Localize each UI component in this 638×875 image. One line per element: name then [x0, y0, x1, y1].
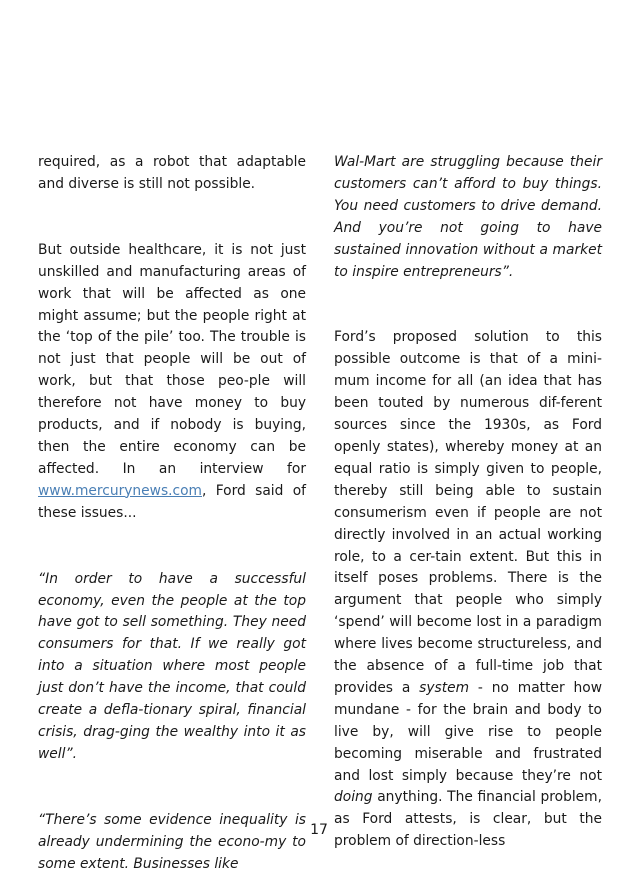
- paragraph-text-a: Ford’s proposed solution to this possible outcome is that of a mini-mum income for all (an idea that has been touted by numerous dif-ferent sources since the 1930s, as Ford openly states), whereby money at an equal ratio is simply given to people, thereby still being able to sustain consumerism even if people are not directly involved in an actual working role, to a cer-tain extent. But this in itself poses problems. There is the argument that people who simply ‘spend’ will become lost in a paradigm where lives become structureless, and the absence of a full-time job that provides a: [334, 329, 602, 696]
- emphasis-doing: doing: [334, 789, 373, 806]
- left-column: [38, 152, 306, 875]
- mercurynews-link[interactable]: www.mercurynews.com: [38, 482, 202, 499]
- paragraph-text-before-link: But outside healthcare, it is not just unskilled and manufacturing areas of work that will be affected as one might assume; but the people right at the ‘top of the pile’ too. The trouble is not just that people will be out of work, but that those peo-ple will therefore not have money to buy products, and if nobody is buying, then the entire economy can be affected. In an interview for: [38, 241, 306, 477]
- paragraph-text-after-link: , Ford said of these issues...: [38, 482, 306, 521]
- page-number: 17: [310, 822, 328, 838]
- paragraph-robot-limits: required, as a robot that adaptable and diverse is still not possible.: [38, 154, 306, 192]
- emphasis-system: system: [419, 679, 470, 696]
- paragraph-minimum-income: [334, 327, 602, 853]
- paragraph-text-e: anything. The financial problem, as Ford attests, is clear, but the problem of direction-less: [334, 789, 602, 850]
- quote-inequality-start: “There’s some evidence inequality is already undermining the econo-my to some extent. Businesses like: [38, 811, 306, 872]
- quote-successful-economy: “In order to have a successful economy, even the people at the top have got to sell something. They need consumers for that. If we really got into a situation where most people just don’t have the income, that could create a defla-tionary spiral, financial crisis, drag-ging the wealthy into it as well”.: [38, 570, 306, 762]
- quote-inequality-end: Wal-Mart are struggling because their customers can’t afford to buy things. You need customers to drive demand. And you’re not going to have sustained innovation without a market to inspire entrepreneurs”.: [334, 154, 602, 280]
- right-column: [334, 152, 602, 853]
- paragraph-text-c: - no matter how mundane - for the brain and body to live by, will give rise to people becoming miserable and frustrated and lost simply because they’re not: [334, 679, 602, 784]
- paragraph-outside-healthcare: [38, 240, 306, 525]
